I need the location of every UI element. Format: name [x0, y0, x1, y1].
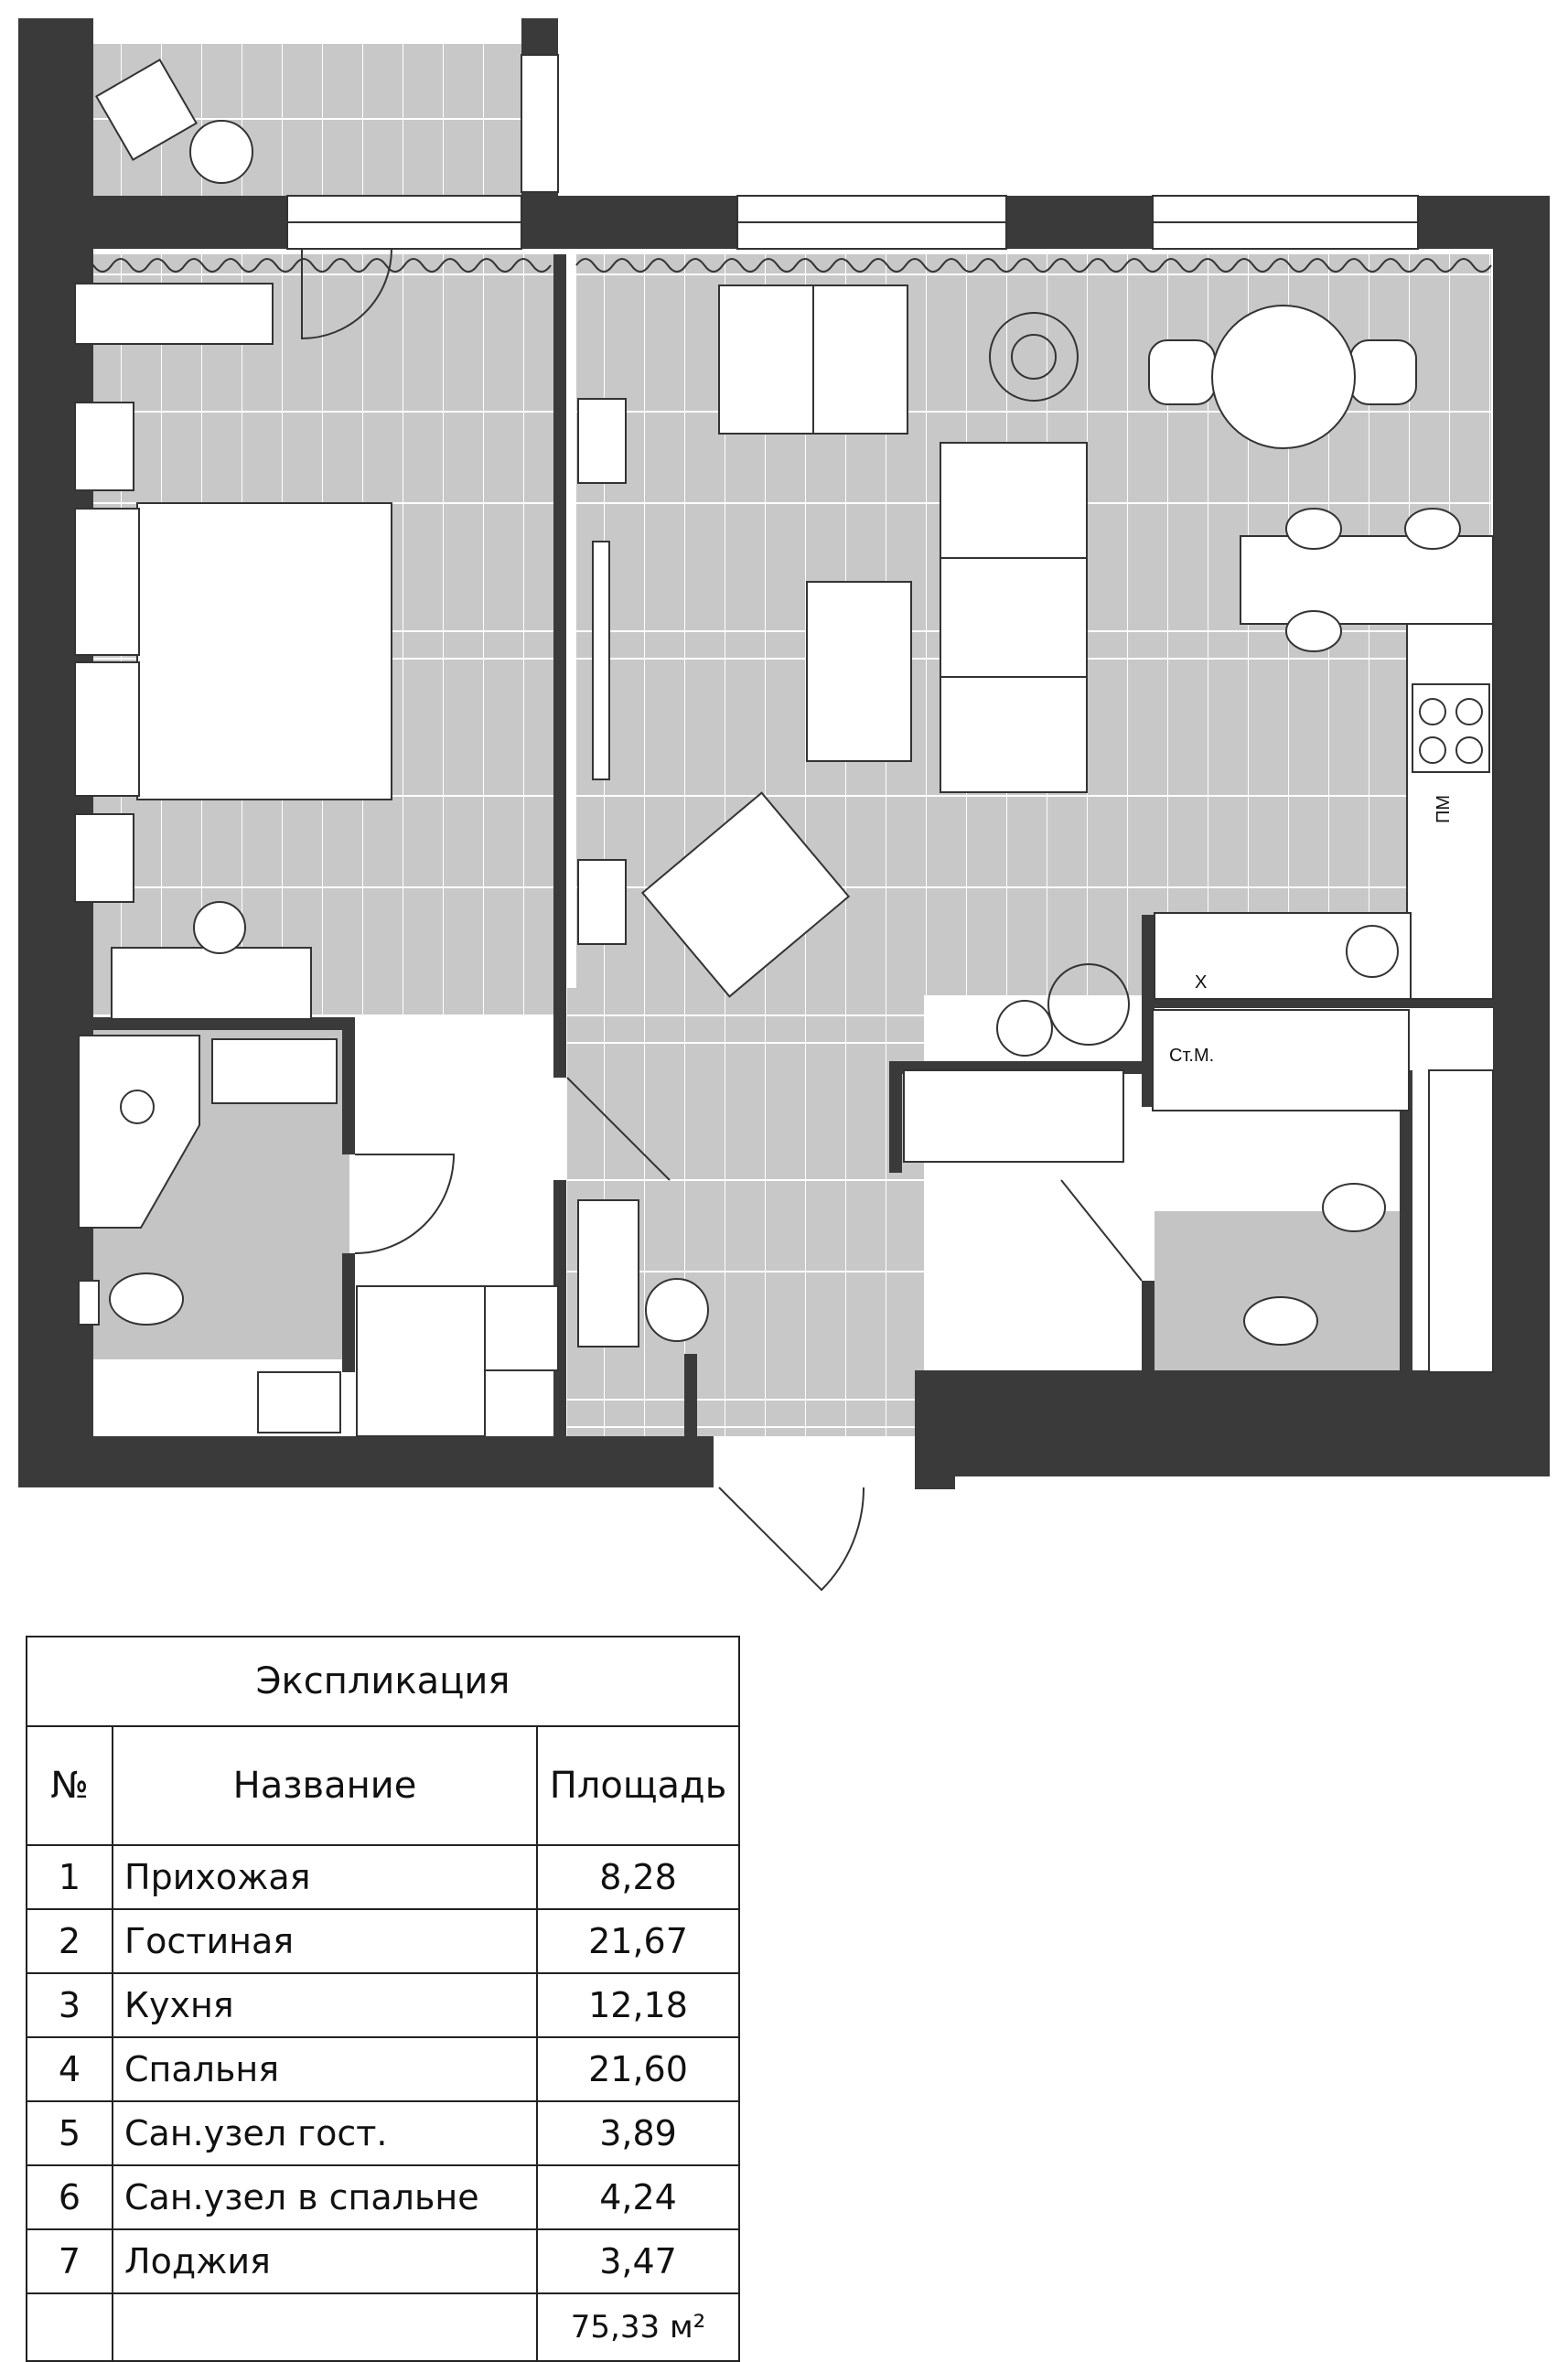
dishwasher-code-label: ПМ: [1434, 794, 1454, 823]
table-row: 2 Гостиная 21,67: [27, 1909, 739, 1973]
total-area: 75,33 м²: [537, 2293, 739, 2361]
header-area: Площадь: [537, 1726, 739, 1845]
total-row: [27, 2293, 739, 2361]
table-row: 7 Лоджия 3,47: [27, 2229, 739, 2293]
header-num: №: [27, 1726, 113, 1845]
header-name: Название: [113, 1726, 537, 1845]
table-row: 6 Сан.узел в спальне 4,24: [27, 2165, 739, 2229]
table-row: 1 Прихожая 8,28: [27, 1845, 739, 1909]
explication-table: [26, 1636, 740, 2362]
washer-code-label: Ст.М.: [1169, 1046, 1215, 1066]
explication-title: Экспликация: [27, 1637, 739, 1726]
table-row: 5 Сан.узел гост. 3,89: [27, 2101, 739, 2165]
table-row: 3 Кухня 12,18: [27, 1973, 739, 2037]
table-row: 4 Спальня 21,60: [27, 2037, 739, 2101]
wardrobe-code-label: Х: [1195, 972, 1208, 993]
